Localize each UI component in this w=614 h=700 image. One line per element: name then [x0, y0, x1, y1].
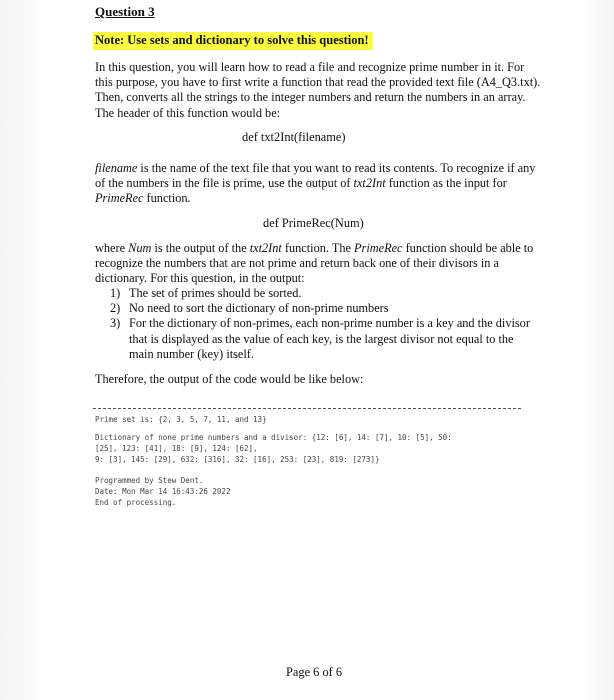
output-line: End of processing. — [95, 497, 177, 507]
viewer-right-margin — [580, 0, 614, 700]
text-segment: where — [95, 241, 129, 255]
list-item — [110, 301, 530, 316]
highlighted-note: Note: Use sets and dictionary to solve this question! — [93, 32, 373, 50]
page-number: Page 6 of 6 — [286, 665, 343, 679]
list-item — [110, 316, 530, 362]
term-num: Num — [128, 241, 152, 255]
term-filename: filename — [95, 161, 138, 175]
output-line: Dictionary of none prime numbers and a divisor: {12: [6], 14: [7], 10: [5], 50: — [95, 433, 452, 442]
text-segment: function as the input for — [385, 176, 507, 191]
requirements-list — [110, 286, 530, 362]
output-line: 9: [3], 145: [29], 632: [316], 32: [16], 253: [23], 819: [273]} — [95, 454, 380, 464]
output-intro: Therefore, the output of the code would be like below: — [95, 372, 364, 386]
filename-paragraph — [95, 161, 545, 207]
output-line: Programmed by Stew Dent. — [95, 476, 204, 485]
term-txt2int: txt2Int — [353, 176, 386, 191]
txt2int-signature: def txt2Int(filename) — [242, 130, 346, 144]
text-segment: is the name of the text file that you want to read its contents. To recognize if any of the numbers in the file is prime, use the output of — [95, 161, 536, 191]
list-item-text: The set of primes should be sorted. — [129, 286, 302, 300]
viewer-left-margin — [0, 0, 44, 700]
intro-paragraph: In this question, you will learn how to read a file and recognize prime number in it. For this purpose, you have to first write a function that read the provided text file (A4_Q3.txt). Then, converts all the strings to the integer numbers and return the numbers in an array. The header of this function would be: — [95, 60, 541, 120]
list-number: 1) — [110, 286, 121, 300]
output-line: Date: Mon Mar 14 16:43:26 2022 — [95, 486, 231, 496]
primerec-signature: def PrimeRec(Num) — [263, 216, 364, 230]
program-footer-output — [95, 476, 535, 508]
text-segment: function. — [143, 191, 191, 206]
list-item — [110, 286, 530, 301]
dictionary-output — [95, 433, 535, 465]
list-number: 3) — [110, 316, 121, 331]
document-page — [60, 0, 580, 700]
prime-set-output: Prime set is: {2, 3, 5, 7, 11, and 13} — [95, 415, 267, 424]
question-title: Question 3 — [95, 4, 155, 19]
text-segment: function should be able to recognize the numbers that are not prime and return back one of their divisors in a dictionary. For this question, in the output: — [95, 241, 534, 286]
output-line: [25], 123: [41], 18: [9], 124: [62], — [95, 443, 258, 453]
text-segment: is the output of the — [151, 241, 250, 255]
list-number: 2) — [110, 301, 121, 316]
primerec-paragraph — [95, 241, 545, 287]
term-primerec: PrimeRec — [95, 191, 144, 206]
list-item-text: No need to sort the dictionary of non-prime numbers — [129, 301, 389, 316]
text-segment: function. The — [281, 241, 355, 255]
list-item-text: For the dictionary of non-primes, each non-prime number is a key and the divisor that is displayed as the value of each key, is the largest divisor not equal to the main number (key) itself. — [129, 316, 530, 361]
term-txt2int: txt2Int — [249, 241, 282, 255]
dashed-divider — [93, 408, 521, 409]
term-primerec: PrimeRec — [354, 241, 403, 255]
